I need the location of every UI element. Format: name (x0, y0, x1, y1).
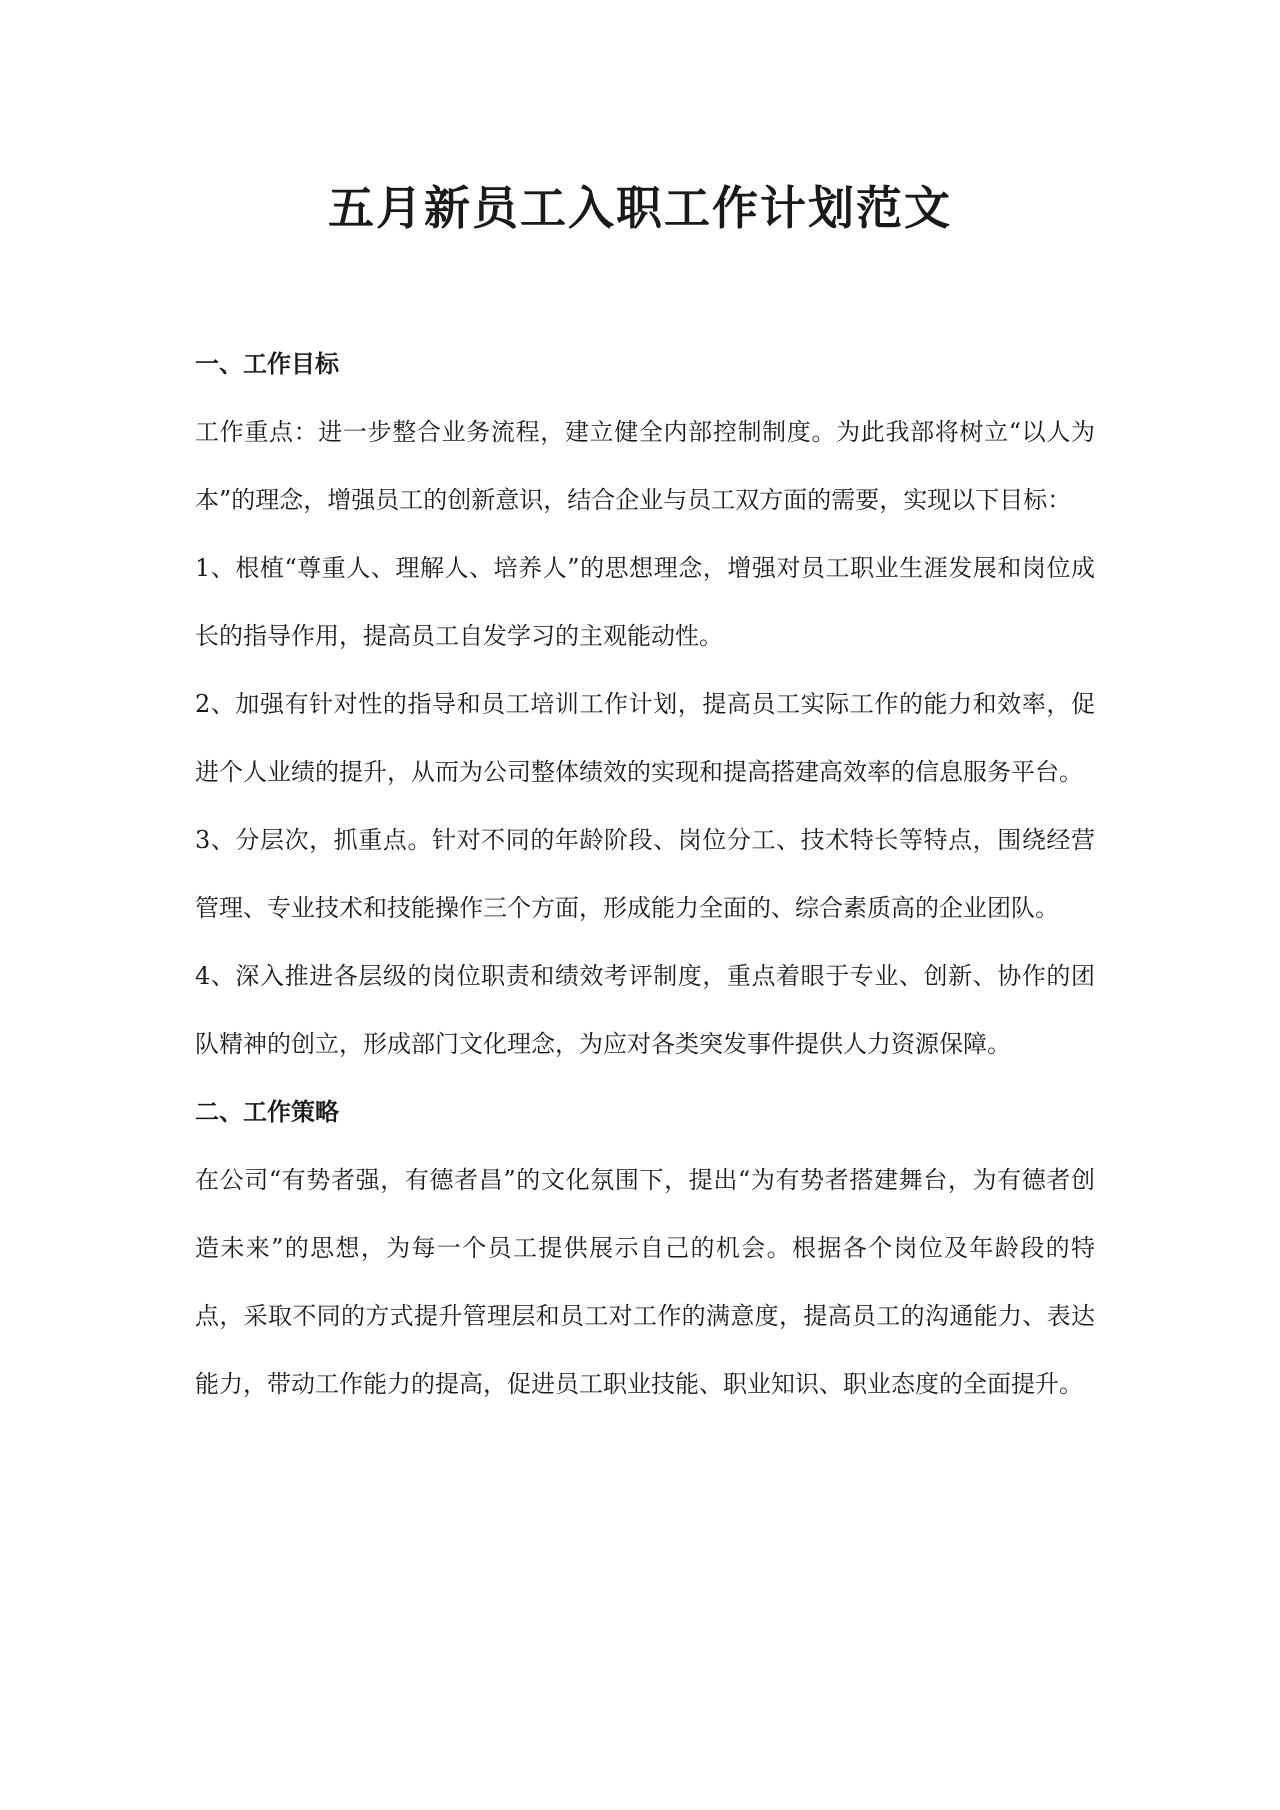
paragraph-goal-1: 1、根植“尊重人、理解人、培养人”的思想理念，增强对员工职业生涯发展和岗位成长的指导作用，提高员工自发学习的主观能动性。 (195, 554, 1095, 650)
paragraph-goal-3: 3、分层次，抓重点。针对不同的年龄阶段、岗位分工、技术特长等特点，围绕经营管理、专业技术和技能操作三个方面，形成能力全面的、综合素质高的企业团队。 (195, 826, 1095, 922)
paragraph-goal-2: 2、加强有针对性的指导和员工培训工作计划，提高员工实际工作的能力和效率，促进个人业绩的提升，从而为公司整体绩效的实现和提高搭建高效率的信息服务平台。 (195, 690, 1095, 786)
section-heading-goals: 一、工作目标 (195, 349, 339, 378)
paragraph-goal-4: 4、深入推进各层级的岗位职责和绩效考评制度，重点着眼于专业、创新、协作的团队精神的创立，形成部门文化理念，为应对各类突发事件提供人力资源保障。 (195, 962, 1095, 1058)
document-body (195, 330, 1095, 1418)
section-heading-strategy: 二、工作策略 (195, 1097, 339, 1126)
paragraph-strategy: 在公司“有势者强，有德者昌”的文化氛围下，提出“为有势者搭建舞台，为有德者创造未来”的思想，为每一个员工提供展示自己的机会。根据各个岗位及年龄段的特点，采取不同的方式提升管理层和员工对工作的满意度，提高员工的沟通能力、表达能力，带动工作能力的提高，促进员工职业技能、职业知识、职业态度的全面提升。 (195, 1166, 1095, 1398)
document-title: 五月新员工入职工作计划范文 (328, 181, 952, 235)
paragraph-goals-intro: 工作重点：进一步整合业务流程，建立健全内部控制制度。为此我部将树立“以人为本”的理念，增强员工的创新意识，结合企业与员工双方面的需要，实现以下目标： (195, 418, 1095, 514)
